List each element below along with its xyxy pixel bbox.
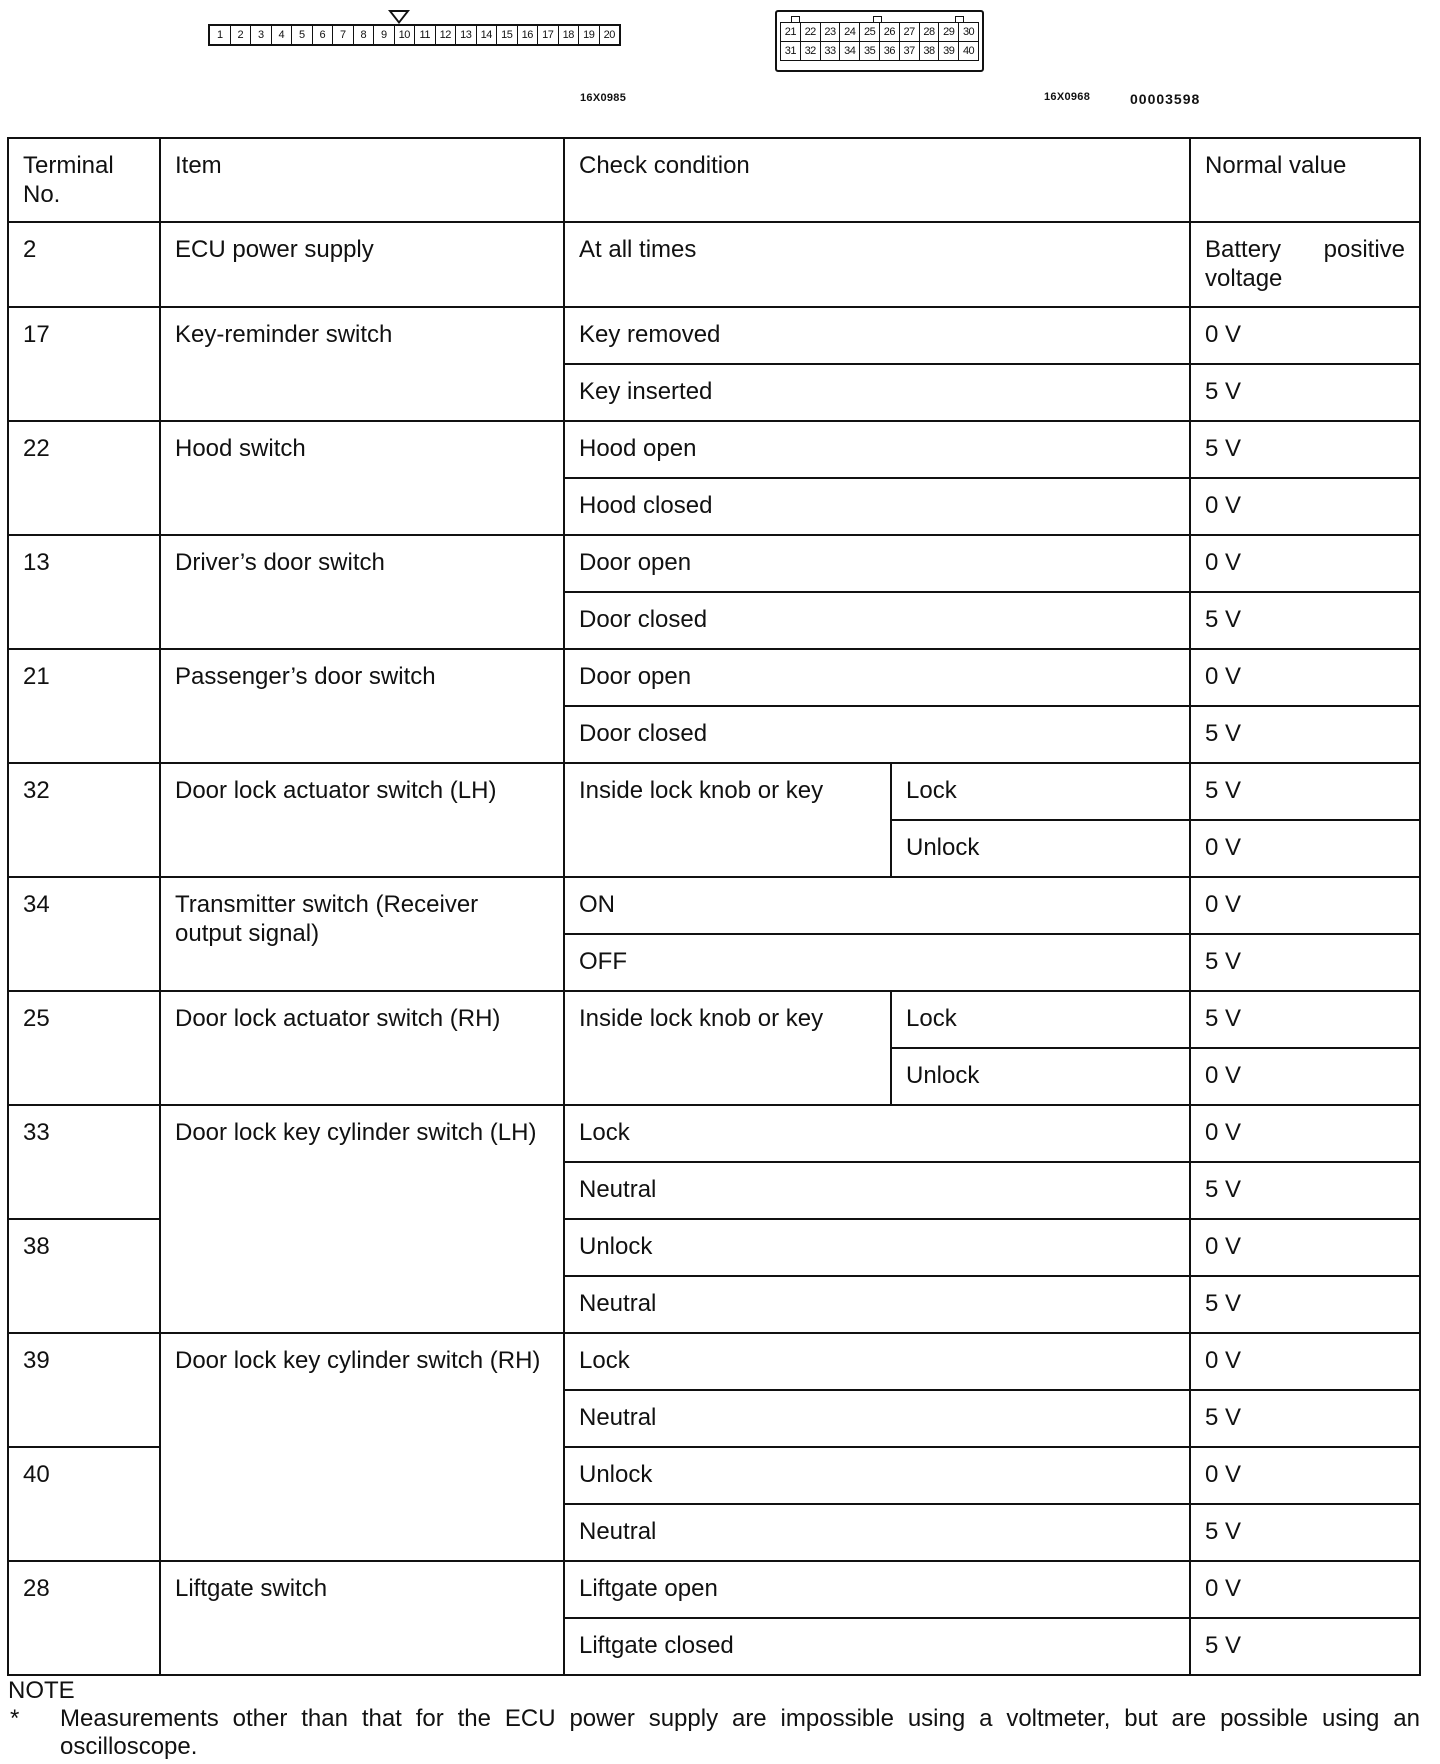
pin: 20 xyxy=(603,29,615,41)
condition-cell: Liftgate open xyxy=(564,1561,1190,1618)
terminal-cell: 32 xyxy=(8,763,160,877)
table-row xyxy=(8,1105,1420,1162)
value-cell: 0 V xyxy=(1190,877,1420,934)
header-check-condition: Check condition xyxy=(564,138,1190,222)
condition-cell: Lock xyxy=(564,1105,1190,1162)
value-cell: 0 V xyxy=(1190,1219,1420,1276)
header-normal-value: Normal value xyxy=(1190,138,1420,222)
pin: 13 xyxy=(456,26,477,44)
pin: 22 xyxy=(801,23,821,41)
pin: 9 xyxy=(374,26,395,44)
pin: 3 xyxy=(251,26,272,44)
connector-diagram-b xyxy=(775,10,984,72)
item-cell: Door lock key cylinder switch (LH) xyxy=(160,1105,564,1333)
header-item: Item xyxy=(160,138,564,222)
pin: 5 xyxy=(292,26,313,44)
table-row xyxy=(8,421,1420,478)
item-cell: Passenger’s door switch xyxy=(160,649,564,763)
pin: 31 xyxy=(781,42,801,60)
condition-cell: Door closed xyxy=(564,706,1190,763)
pin: 21 xyxy=(781,23,801,41)
pin: 23 xyxy=(821,23,841,41)
pin: 6 xyxy=(313,26,334,44)
value-cell: 5 V xyxy=(1190,1390,1420,1447)
value-cell: 5 V xyxy=(1190,421,1420,478)
figure-id: 00003598 xyxy=(1130,91,1201,107)
pin: 34 xyxy=(840,42,860,60)
pin: 39 xyxy=(939,42,959,60)
condition-cell: Neutral xyxy=(564,1504,1190,1561)
condition-cell: Key removed xyxy=(564,307,1190,364)
pin: 1 xyxy=(210,26,231,44)
condition-cell: Key inserted xyxy=(564,364,1190,421)
value-cell: 5 V xyxy=(1190,706,1420,763)
condition-cell: Hood open xyxy=(564,421,1190,478)
note-text: Measurements other than that for the ECU power supply are impossible using a voltmeter, but are possible using an oscilloscope. xyxy=(60,1705,1420,1760)
terminal-cell: 34 xyxy=(8,877,160,991)
condition-cell: Neutral xyxy=(564,1162,1190,1219)
value-cell: 0 V xyxy=(1190,649,1420,706)
item-cell: Driver’s door switch xyxy=(160,535,564,649)
value-cell: 0 V xyxy=(1190,1048,1420,1105)
terminal-cell: 22 xyxy=(8,421,160,535)
terminal-cell: 17 xyxy=(8,307,160,421)
pin: 14 xyxy=(477,26,498,44)
condition-cell: At all times xyxy=(564,222,1190,307)
header-terminal: Terminal No. xyxy=(8,138,160,222)
condition-cell: Liftgate closed xyxy=(564,1618,1190,1675)
pin: 26 xyxy=(880,23,900,41)
connector-locator-arrow-icon xyxy=(388,10,410,24)
value-cell: 0 V xyxy=(1190,1105,1420,1162)
pin: 12 xyxy=(436,26,457,44)
sub-condition-cell: Lock xyxy=(891,763,1190,820)
item-cell: Door lock actuator switch (LH) xyxy=(160,763,564,877)
terminal-check-table xyxy=(7,137,1421,1676)
pin: 27 xyxy=(900,23,920,41)
connector-a-pin-row xyxy=(208,24,621,46)
connector-a-code: 16X0985 xyxy=(580,92,627,104)
pin: 7 xyxy=(333,26,354,44)
pin: 38 xyxy=(920,42,940,60)
pin: 8 xyxy=(354,26,375,44)
table-row xyxy=(8,1561,1420,1618)
table-row xyxy=(8,1333,1420,1390)
table-row xyxy=(8,535,1420,592)
note-section xyxy=(8,1677,1420,1761)
terminal-cell: 21 xyxy=(8,649,160,763)
pin: 17 xyxy=(538,26,559,44)
connector-b-pin-row-2 xyxy=(781,41,978,60)
condition-cell: ON xyxy=(564,877,1190,934)
connector-b-pin-row-1 xyxy=(781,23,978,41)
item-cell: Door lock actuator switch (RH) xyxy=(160,991,564,1105)
pin: 29 xyxy=(939,23,959,41)
pin: 10 xyxy=(395,26,416,44)
value-cell: 0 V xyxy=(1190,307,1420,364)
value-cell: 0 V xyxy=(1190,820,1420,877)
condition-cell: Inside lock knob or key xyxy=(564,991,891,1105)
note-bullet: * xyxy=(10,1705,20,1732)
pin: 2 xyxy=(231,26,252,44)
value-cell: 5 V xyxy=(1190,1276,1420,1333)
connector-b-code: 16X0968 xyxy=(1044,91,1091,103)
sub-condition-cell: Unlock xyxy=(891,1048,1190,1105)
condition-cell: Hood closed xyxy=(564,478,1190,535)
pin: 40 xyxy=(962,45,975,57)
pin: 35 xyxy=(860,42,880,60)
value-cell: 0 V xyxy=(1190,1561,1420,1618)
terminal-cell: 33 xyxy=(8,1105,160,1219)
value-cell: Battery positive voltage xyxy=(1190,222,1420,307)
table-row xyxy=(8,877,1420,934)
condition-cell: Unlock xyxy=(564,1447,1190,1504)
pin: 25 xyxy=(860,23,880,41)
pin: 15 xyxy=(497,26,518,44)
condition-cell: Unlock xyxy=(564,1219,1190,1276)
pin: 11 xyxy=(415,26,436,44)
item-cell: ECU power supply xyxy=(160,222,564,307)
pin: 32 xyxy=(801,42,821,60)
item-cell: Door lock key cylinder switch (RH) xyxy=(160,1333,564,1561)
pin: 30 xyxy=(962,26,975,38)
condition-cell: Inside lock knob or key xyxy=(564,763,891,877)
note-title: NOTE xyxy=(8,1677,75,1704)
value-cell: 5 V xyxy=(1190,364,1420,421)
pin: 19 xyxy=(579,26,600,44)
pin: 24 xyxy=(840,23,860,41)
table-header-row xyxy=(8,138,1420,222)
table-row xyxy=(8,991,1420,1048)
value-cell: 5 V xyxy=(1190,592,1420,649)
terminal-cell: 39 xyxy=(8,1333,160,1447)
table-row xyxy=(8,763,1420,820)
value-cell: 0 V xyxy=(1190,1447,1420,1504)
value-cell: 5 V xyxy=(1190,934,1420,991)
value-cell: 5 V xyxy=(1190,1162,1420,1219)
table-row xyxy=(8,307,1420,364)
terminal-cell: 40 xyxy=(8,1447,160,1561)
item-cell: Transmitter switch (Receiver output signal) xyxy=(160,877,564,991)
pin: 33 xyxy=(821,42,841,60)
condition-cell: Door open xyxy=(564,649,1190,706)
item-cell: Liftgate switch xyxy=(160,1561,564,1675)
terminal-cell: 13 xyxy=(8,535,160,649)
terminal-cell: 25 xyxy=(8,991,160,1105)
value-cell: 5 V xyxy=(1190,1618,1420,1675)
condition-cell: Neutral xyxy=(564,1390,1190,1447)
item-cell: Hood switch xyxy=(160,421,564,535)
condition-cell: Door open xyxy=(564,535,1190,592)
value-cell: 5 V xyxy=(1190,1504,1420,1561)
pin: 18 xyxy=(559,26,580,44)
condition-cell: Neutral xyxy=(564,1276,1190,1333)
terminal-cell: 28 xyxy=(8,1561,160,1675)
value-cell: 0 V xyxy=(1190,478,1420,535)
pin: 28 xyxy=(920,23,940,41)
condition-cell: Door closed xyxy=(564,592,1190,649)
sub-condition-cell: Lock xyxy=(891,991,1190,1048)
value-cell: 5 V xyxy=(1190,991,1420,1048)
terminal-cell: 2 xyxy=(8,222,160,307)
value-cell: 0 V xyxy=(1190,535,1420,592)
table-row xyxy=(8,222,1420,307)
value-cell: 5 V xyxy=(1190,763,1420,820)
condition-cell: Lock xyxy=(564,1333,1190,1390)
connector-diagram-a xyxy=(208,24,621,46)
condition-cell: OFF xyxy=(564,934,1190,991)
pin: 16 xyxy=(518,26,539,44)
table-row xyxy=(8,649,1420,706)
pin: 37 xyxy=(900,42,920,60)
value-cell: 0 V xyxy=(1190,1333,1420,1390)
terminal-cell: 38 xyxy=(8,1219,160,1333)
pin: 36 xyxy=(880,42,900,60)
item-cell: Key-reminder switch xyxy=(160,307,564,421)
pin: 4 xyxy=(272,26,293,44)
sub-condition-cell: Unlock xyxy=(891,820,1190,877)
